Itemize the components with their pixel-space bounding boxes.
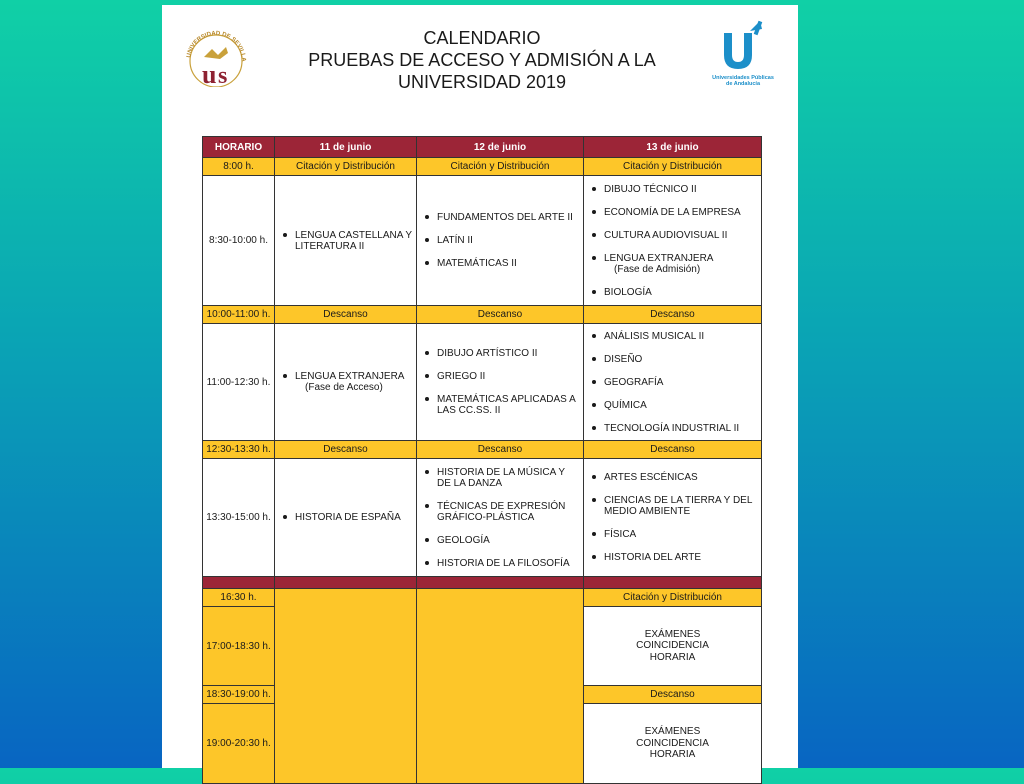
logo-text-line-2: de Andalucía [725, 81, 761, 87]
subject-item: HISTORIA DE ESPAÑA [283, 512, 414, 523]
time-cell: 11:00-12:30 h. [203, 324, 275, 441]
universidades-andalucia-logo [702, 19, 784, 93]
break-cell: Descanso [275, 306, 417, 324]
crossed-out-cell [417, 589, 584, 784]
row-1230 [203, 441, 762, 459]
subject-item: ANÁLISIS MUSICAL II [592, 331, 759, 342]
subject-item: GRIEGO II [425, 371, 581, 382]
title-line-2: PRUEBAS DE ACCESO Y ADMISIÓN A LA [308, 50, 656, 70]
time-cell: 10:00-11:00 h. [203, 306, 275, 324]
time-cell: 19:00-20:30 h. [203, 704, 275, 784]
subject-note: (Fase de Admisión) [614, 263, 701, 275]
time-cell: 16:30 h. [203, 589, 275, 607]
title-line-1: CALENDARIO [423, 28, 541, 48]
time-cell: 8:30-10:00 h. [203, 176, 275, 306]
subject-item: ECONOMÍA DE LA EMPRESA [592, 207, 759, 218]
subject-item: CULTURA AUDIOVISUAL II [592, 230, 759, 241]
header-day-2: 12 de junio [417, 137, 584, 158]
coincidence-line: HORARIA [649, 749, 696, 761]
citacion-cell: Citación y Distribución [584, 158, 762, 176]
break-cell: Descanso [584, 441, 762, 459]
coincidence-line: EXÁMENES [644, 628, 701, 640]
page-title [272, 27, 692, 93]
u-arrow-icon [702, 19, 784, 75]
subject-item: HISTORIA DE LA FILOSOFÍA [425, 558, 581, 569]
subjects-cell [417, 176, 584, 306]
subject-item: DIBUJO TÉCNICO II [592, 184, 759, 195]
time-cell: 17:00-18:30 h. [203, 607, 275, 686]
universidad-sevilla-logo [182, 27, 250, 87]
break-cell: Descanso [417, 306, 584, 324]
subject-item: LATÍN II [425, 235, 581, 246]
header-day-1: 11 de junio [275, 137, 417, 158]
subject-item: FÍSICA [592, 529, 759, 540]
break-cell: Descanso [417, 441, 584, 459]
subject-label: LENGUA EXTRANJERA [295, 371, 405, 382]
subject-item [283, 371, 414, 393]
subject-item: QUÍMICA [592, 400, 759, 411]
subject-item: FUNDAMENTOS DEL ARTE II [425, 212, 581, 223]
break-cell: Descanso [275, 441, 417, 459]
header-row [203, 137, 762, 158]
exam-calendar-table [202, 136, 762, 784]
header-horario: HORARIO [203, 137, 275, 158]
citacion-cell: Citación y Distribución [275, 158, 417, 176]
citacion-cell: Citación y Distribución [417, 158, 584, 176]
subjects-cell [275, 459, 417, 577]
subjects-cell [275, 176, 417, 306]
coincidence-cell [584, 607, 762, 686]
subject-item: TECNOLOGÍA INDUSTRIAL II [592, 423, 759, 434]
coincidence-line: HORARIA [649, 651, 696, 663]
subject-item: LENGUA CASTELLANA Y LITERATURA II [283, 230, 414, 252]
separator-row [203, 577, 762, 589]
subject-item: ARTES ESCÉNICAS [592, 472, 759, 483]
crossed-out-cell [275, 589, 417, 784]
time-cell: 13:30-15:00 h. [203, 459, 275, 577]
subject-item [592, 253, 759, 275]
subject-item: MATEMÁTICAS APLICADAS A LAS CC.SS. II [425, 394, 581, 416]
row-1330 [203, 459, 762, 577]
coincidence-line: EXÁMENES [644, 726, 701, 738]
subject-note: (Fase de Acceso) [305, 382, 383, 393]
subjects-cell [275, 324, 417, 441]
row-830 [203, 176, 762, 306]
subject-item: DIBUJO ARTÍSTICO II [425, 348, 581, 359]
time-cell: 18:30-19:00 h. [203, 686, 275, 704]
subject-item: BIOLOGÍA [592, 287, 759, 298]
coincidence-cell [584, 704, 762, 784]
subject-item: GEOLOGÍA [425, 535, 581, 546]
subject-item: MATEMÁTICAS II [425, 258, 581, 269]
subject-item: TÉCNICAS DE EXPRESIÓN GRÁFICO-PLÁSTICA [425, 501, 581, 523]
svg-text:s: s [218, 63, 228, 87]
time-cell: 8:00 h. [203, 158, 275, 176]
subject-item: HISTORIA DEL ARTE [592, 552, 759, 563]
subjects-cell [584, 324, 762, 441]
document-page [162, 5, 798, 768]
row-1630 [203, 589, 762, 607]
subjects-cell [584, 176, 762, 306]
coincidence-line: COINCIDENCIA [636, 737, 709, 749]
row-1100 [203, 324, 762, 441]
header-day-3: 13 de junio [584, 137, 762, 158]
time-cell: 12:30-13:30 h. [203, 441, 275, 459]
svg-text:u: u [202, 60, 217, 87]
subject-label: LENGUA EXTRANJERA [604, 252, 714, 264]
title-line-3: UNIVERSIDAD 2019 [397, 72, 567, 92]
svg-text:UNIVERSIDAD DE SEVILLA: UNIVERSIDAD DE SEVILLA [186, 30, 247, 62]
subjects-cell [417, 459, 584, 577]
subject-item: CIENCIAS DE LA TIERRA Y DEL MEDIO AMBIENTE [592, 495, 759, 517]
subject-item: DISEÑO [592, 354, 759, 365]
subject-item: HISTORIA DE LA MÚSICA Y DE LA DANZA [425, 467, 581, 489]
citacion-cell: Citación y Distribución [584, 589, 762, 607]
row-800 [203, 158, 762, 176]
row-1000 [203, 306, 762, 324]
break-cell: Descanso [584, 306, 762, 324]
break-cell: Descanso [584, 686, 762, 704]
coincidence-line: COINCIDENCIA [636, 640, 709, 652]
subjects-cell [417, 324, 584, 441]
logo-text-line-1: Universidades Públicas [712, 75, 774, 81]
subjects-cell [584, 459, 762, 577]
subject-item: GEOGRAFÍA [592, 377, 759, 388]
